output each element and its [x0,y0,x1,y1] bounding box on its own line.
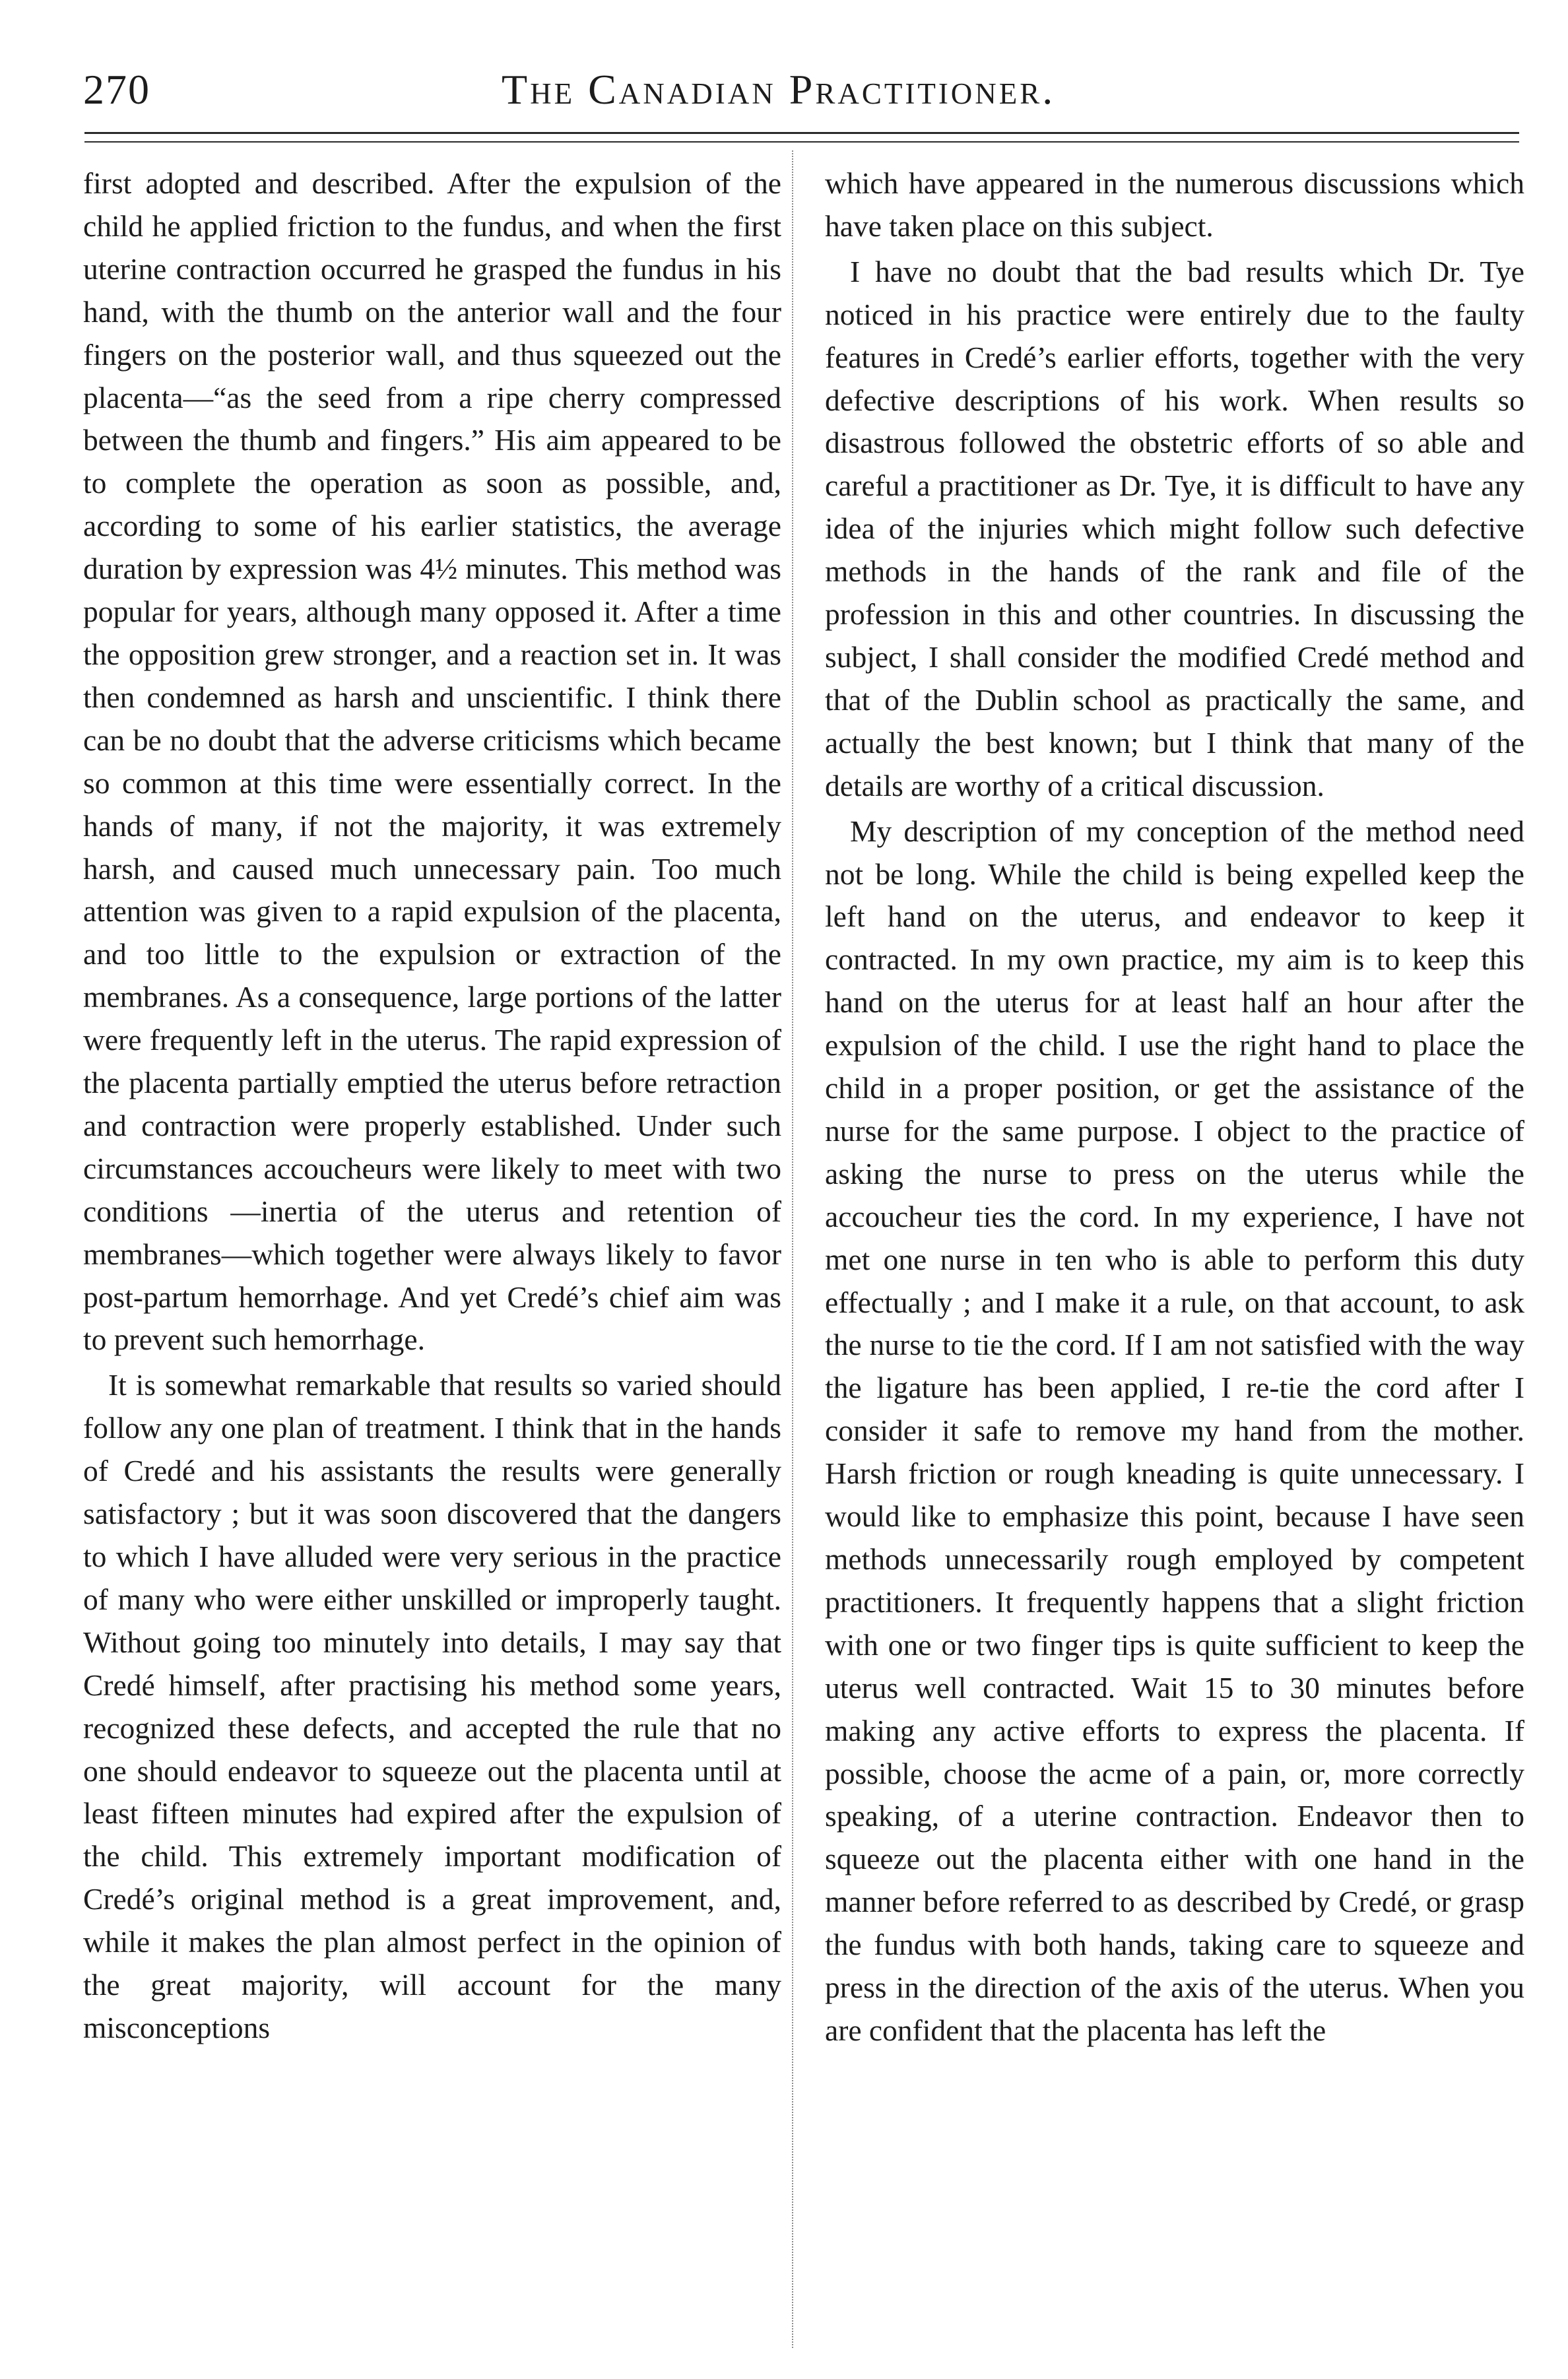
header-rule-thin [84,141,1519,143]
left-column [83,162,781,2360]
running-title: The Canadian Practitioner. [502,66,1056,113]
paragraph: first adopted and described. After the expulsion of the child he applied friction to the fundus, and when the first uterine contraction occurred he grasped the fundus in his hand, with the thumb on the anterior wall and the four fingers on the posterior wall, and thus squeezed out the placenta—“as the seed from a ripe cherry compressed between the thumb and fingers.” His aim appeared to be to complete the operation as soon as possible, and, according to some of his earlier statistics, the average duration by expression was 4½ minutes. This method was popular for years, although many opposed it. After a time the opposition grew stronger, and a reaction set in. It was then condemned as harsh and unscientific. I think there can be no doubt that the adverse criticisms which became so common at this time were essentially correct. In the hands of many, if not the majority, it was extremely harsh, and caused much unnecessary pain. Too much attention was given to a rapid expulsion of the placenta, and too little to the expulsion or extraction of the membranes. As a consequence, large portions of the latter were frequently left in the uterus. The rapid expression of the placenta partially emptied the uterus before retraction and contraction were properly established. Under such circumstances accoucheurs were likely to meet with two conditions —inertia of the uterus and retention of membranes—which together were always likely to favor post-partum hemorrhage. And yet Credé’s chief aim was to prevent such hemorrhage. [83,166,781,1357]
right-column [825,162,1524,2360]
paragraph: It is somewhat remarkable that results so varied should follow any one plan of treatment. I think that in the hands of Credé and his assistants the results were generally satisfactory ; but it was soon discovered that the dangers to which I have alluded were very serious in the practice of many who were either unskilled or improperly taught. Without going too minutely into details, I may say that Credé himself, after practising his method some years, recognized these defects, and accepted the rule that no one should endeavor to squeeze out the placenta until at least fifteen minutes had expired after the expulsion of the child. This extremely important modification of Credé’s original method is a great improvement, and, while it makes the plan almost perfect in the opinion of the great majority, will account for the many misconceptions [83,1368,781,2044]
page-number: 270 [83,66,150,113]
column-divider [792,150,793,2348]
header-rule [84,132,1519,134]
paragraph: My description of my conception of the method need not be long. While the child is being expelled keep the left hand on the uterus, and endeavor to keep it contracted. In my own practice, my aim is to keep this hand on the uterus for at least half an hour after the expulsion of the child. I use the right hand to place the child in a proper position, or get the assistance of the nurse for the same purpose. I object to the practice of asking the nurse to press on the uterus while the accoucheur ties the cord. In my experience, I have not met one nurse in ten who is able to perform this duty effectually ; and I make it a rule, on that account, to ask the nurse to tie the cord. If I am not satisfied with the way the ligature has been applied, I re-tie the cord after I consider it safe to remove my hand from the mother. Harsh friction or rough kneading is quite unnecessary. I would like to emphasize this point, because I have seen methods unnecessarily rough employed by competent practitioners. It frequently happens that a slight friction with one or two finger tips is quite sufficient to keep the uterus well contracted. Wait 15 to 30 minutes before making any active efforts to express the placenta. If possible, choose the acme of a pain, or, more correctly speaking, of a uterine contraction. Endeavor then to squeeze out the placenta either with one hand in the manner before referred to as described by Credé, or grasp the fundus with both hands, taking care to squeeze and press in the direction of the axis of the uterus. When you are confident that the placenta has left the [825,814,1524,2047]
paragraph: I have no doubt that the bad results which Dr. Tye noticed in his practice were entirely due to the faulty features in Credé’s earlier efforts, together with the very defective descriptions of his work. When results so disastrous followed the obstetric efforts of so able and careful a practitioner as Dr. Tye, it is difficult to have any idea of the injuries which might follow such defective methods in the hands of the rank and file of the profession in this and other countries. In discussing the subject, I shall consider the modified Credé method and that of the Dublin school as practically the same, and actually the best known; but I think that many of the details are worthy of a critical discussion. [825,254,1524,802]
paragraph: which have appeared in the numerous discussions which have taken place on this subject. [825,166,1524,243]
